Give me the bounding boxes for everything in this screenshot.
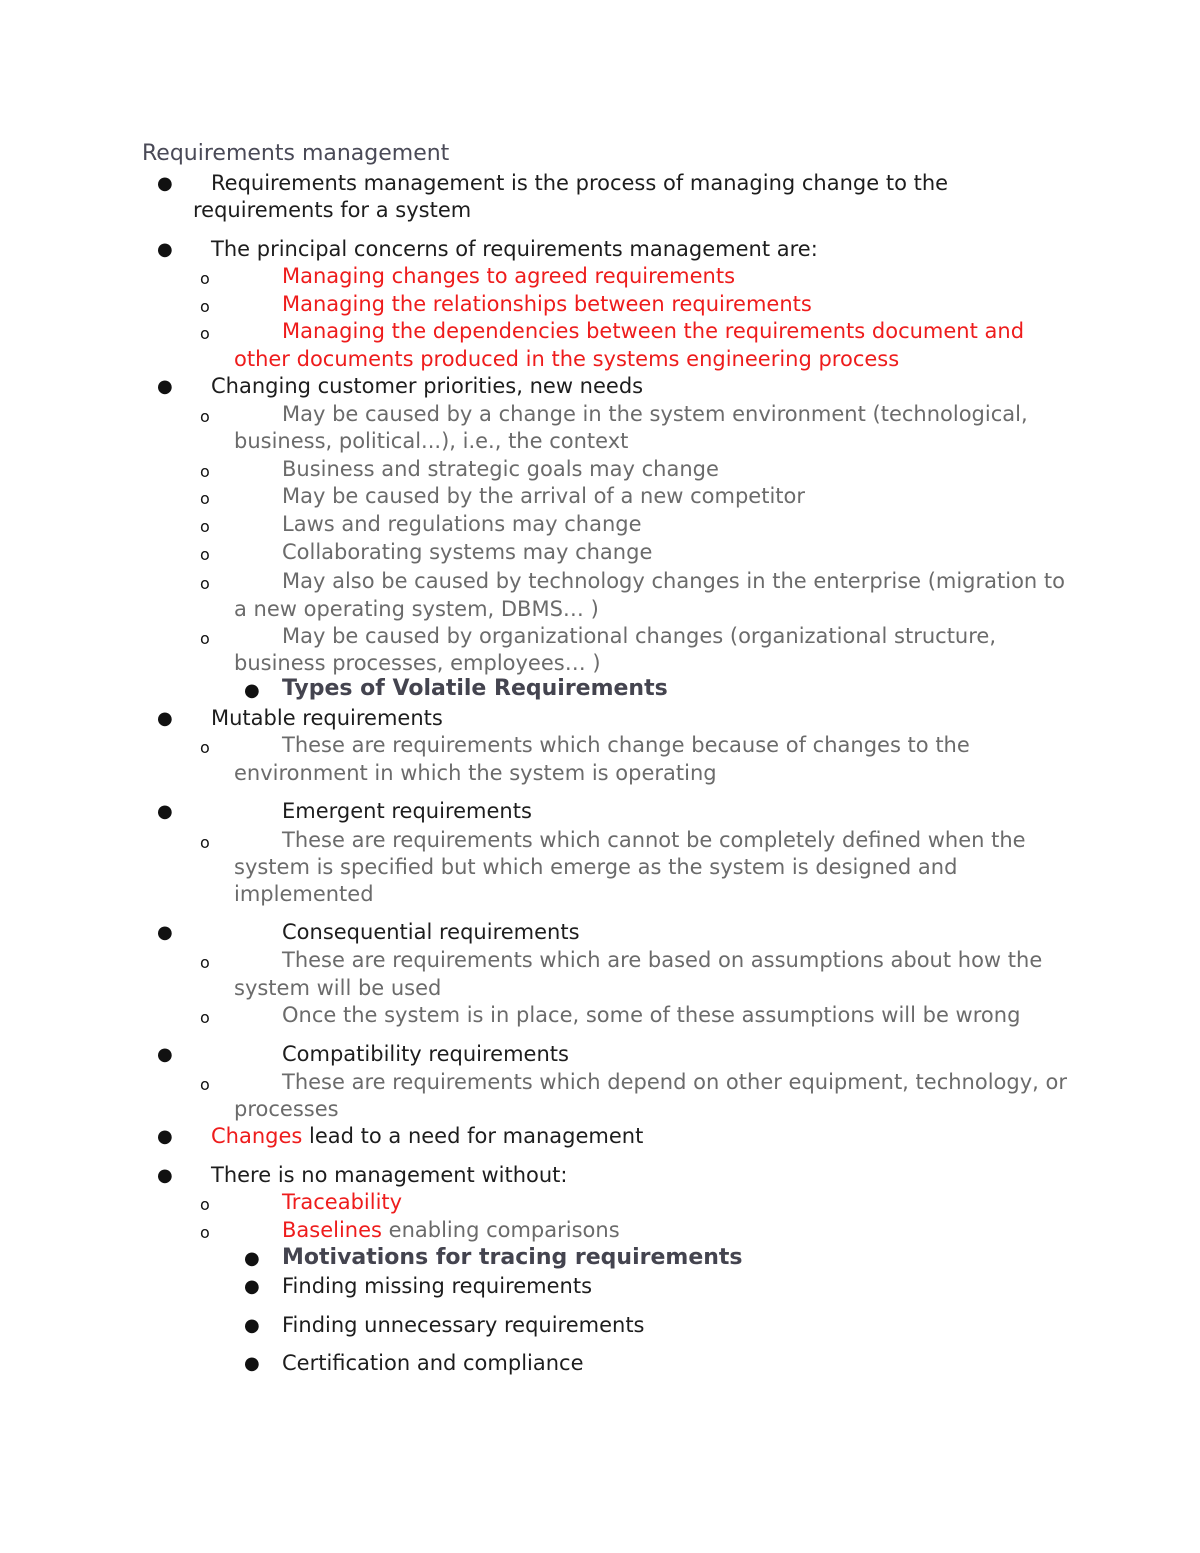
list-item-text: Requirements management is the process of managing change to the <box>211 171 949 195</box>
bullet-icon: ● <box>157 376 173 397</box>
list-item-text: Changing customer priorities, new needs <box>211 374 644 398</box>
sub-item-text: Business and strategic goals may change <box>282 457 719 481</box>
bullet-icon: ● <box>157 801 173 822</box>
sub-item-text: Once the system is in place, some of these assumptions will be wrong <box>282 1003 1021 1027</box>
circle-bullet-icon: o <box>200 324 210 343</box>
bullet-icon: ● <box>157 1126 173 1147</box>
bullet-icon: ● <box>244 1248 260 1269</box>
list-item-text: Consequential requirements <box>282 920 580 944</box>
bullet-icon: ● <box>157 1044 173 1065</box>
circle-bullet-icon: o <box>200 545 210 564</box>
highlight-text: Baselines <box>282 1218 382 1242</box>
bullet-icon: ● <box>157 173 173 194</box>
sub-item-text: Managing the relationships between requirements <box>282 292 812 316</box>
circle-bullet-icon: o <box>200 953 210 972</box>
sub-item-text: Collaborating systems may change <box>282 540 653 564</box>
circle-bullet-icon: o <box>200 517 210 536</box>
sub-item-rest: enabling comparisons <box>381 1218 620 1242</box>
circle-bullet-icon: o <box>200 1075 210 1094</box>
circle-bullet-icon: o <box>200 629 210 648</box>
list-item-text: Finding unnecessary requirements <box>282 1313 645 1337</box>
sub-item-text: Traceability <box>282 1190 403 1214</box>
section-heading: Types of Volatile Requirements <box>282 676 668 701</box>
sub-item-text: other documents produced in the systems engineering process <box>234 347 900 371</box>
list-item-text: There is no management without: <box>211 1163 568 1187</box>
list-item-text: Finding missing requirements <box>282 1274 593 1298</box>
sub-item-text <box>282 1216 620 1244</box>
sub-item-text: Managing changes to agreed requirements <box>282 264 736 288</box>
page-title: Requirements management <box>142 141 450 166</box>
bullet-icon: ● <box>157 239 173 260</box>
sub-item-text: May be caused by the arrival of a new competitor <box>282 484 806 508</box>
sub-item-text: These are requirements which cannot be completely defined when the <box>282 828 1026 852</box>
sub-item-text: May also be caused by technology changes in the enterprise (migration to <box>282 569 1065 593</box>
circle-bullet-icon: o <box>200 1195 210 1214</box>
list-item-text: Certification and compliance <box>282 1351 584 1375</box>
circle-bullet-icon: o <box>200 574 210 593</box>
sub-item-text: a new operating system, DBMS… ) <box>234 597 599 621</box>
sub-item-text: Laws and regulations may change <box>282 512 642 536</box>
circle-bullet-icon: o <box>200 269 210 288</box>
sub-item-text: business processes, employees… ) <box>234 651 601 675</box>
bullet-icon: ● <box>157 1165 173 1186</box>
list-item-text: Emergent requirements <box>282 799 532 823</box>
sub-item-text: May be caused by a change in the system environment (technological, <box>282 402 1028 426</box>
circle-bullet-icon: o <box>200 1008 210 1027</box>
list-item-text: Compatibility requirements <box>282 1042 569 1066</box>
sub-item-text: implemented <box>234 882 374 906</box>
list-item-text: requirements for a system <box>193 198 472 222</box>
circle-bullet-icon: o <box>200 462 210 481</box>
list-item-text: The principal concerns of requirements management are: <box>211 237 818 261</box>
bullet-icon: ● <box>244 1353 260 1374</box>
bullet-icon: ● <box>157 708 173 729</box>
bullet-icon: ● <box>157 922 173 943</box>
circle-bullet-icon: o <box>200 833 210 852</box>
circle-bullet-icon: o <box>200 297 210 316</box>
list-item-text: Mutable requirements <box>211 706 443 730</box>
section-heading: Motivations for tracing requirements <box>282 1245 743 1270</box>
circle-bullet-icon: o <box>200 407 210 426</box>
highlight-text: Changes <box>211 1124 303 1148</box>
circle-bullet-icon: o <box>200 1223 210 1242</box>
sub-item-text: business, political...), i.e., the context <box>234 429 629 453</box>
sub-item-text: These are requirements which are based on assumptions about how the <box>282 948 1043 972</box>
sub-item-text: These are requirements which change because of changes to the <box>282 733 970 757</box>
sub-item-text: Managing the dependencies between the requirements document and <box>282 319 1025 343</box>
sub-item-text: environment in which the system is operating <box>234 761 717 785</box>
sub-item-text: processes <box>234 1097 339 1121</box>
bullet-icon: ● <box>244 680 260 701</box>
bullet-icon: ● <box>244 1315 260 1336</box>
sub-item-text: system is specified but which emerge as the system is designed and <box>234 855 958 879</box>
bullet-icon: ● <box>244 1276 260 1297</box>
list-item-rest: lead to a need for management <box>302 1124 644 1148</box>
sub-item-text: These are requirements which depend on other equipment, technology, or <box>282 1070 1067 1094</box>
sub-item-text: system will be used <box>234 976 442 1000</box>
list-item-text <box>211 1122 643 1150</box>
sub-item-text: May be caused by organizational changes (organizational structure, <box>282 624 997 648</box>
circle-bullet-icon: o <box>200 489 210 508</box>
circle-bullet-icon: o <box>200 738 210 757</box>
